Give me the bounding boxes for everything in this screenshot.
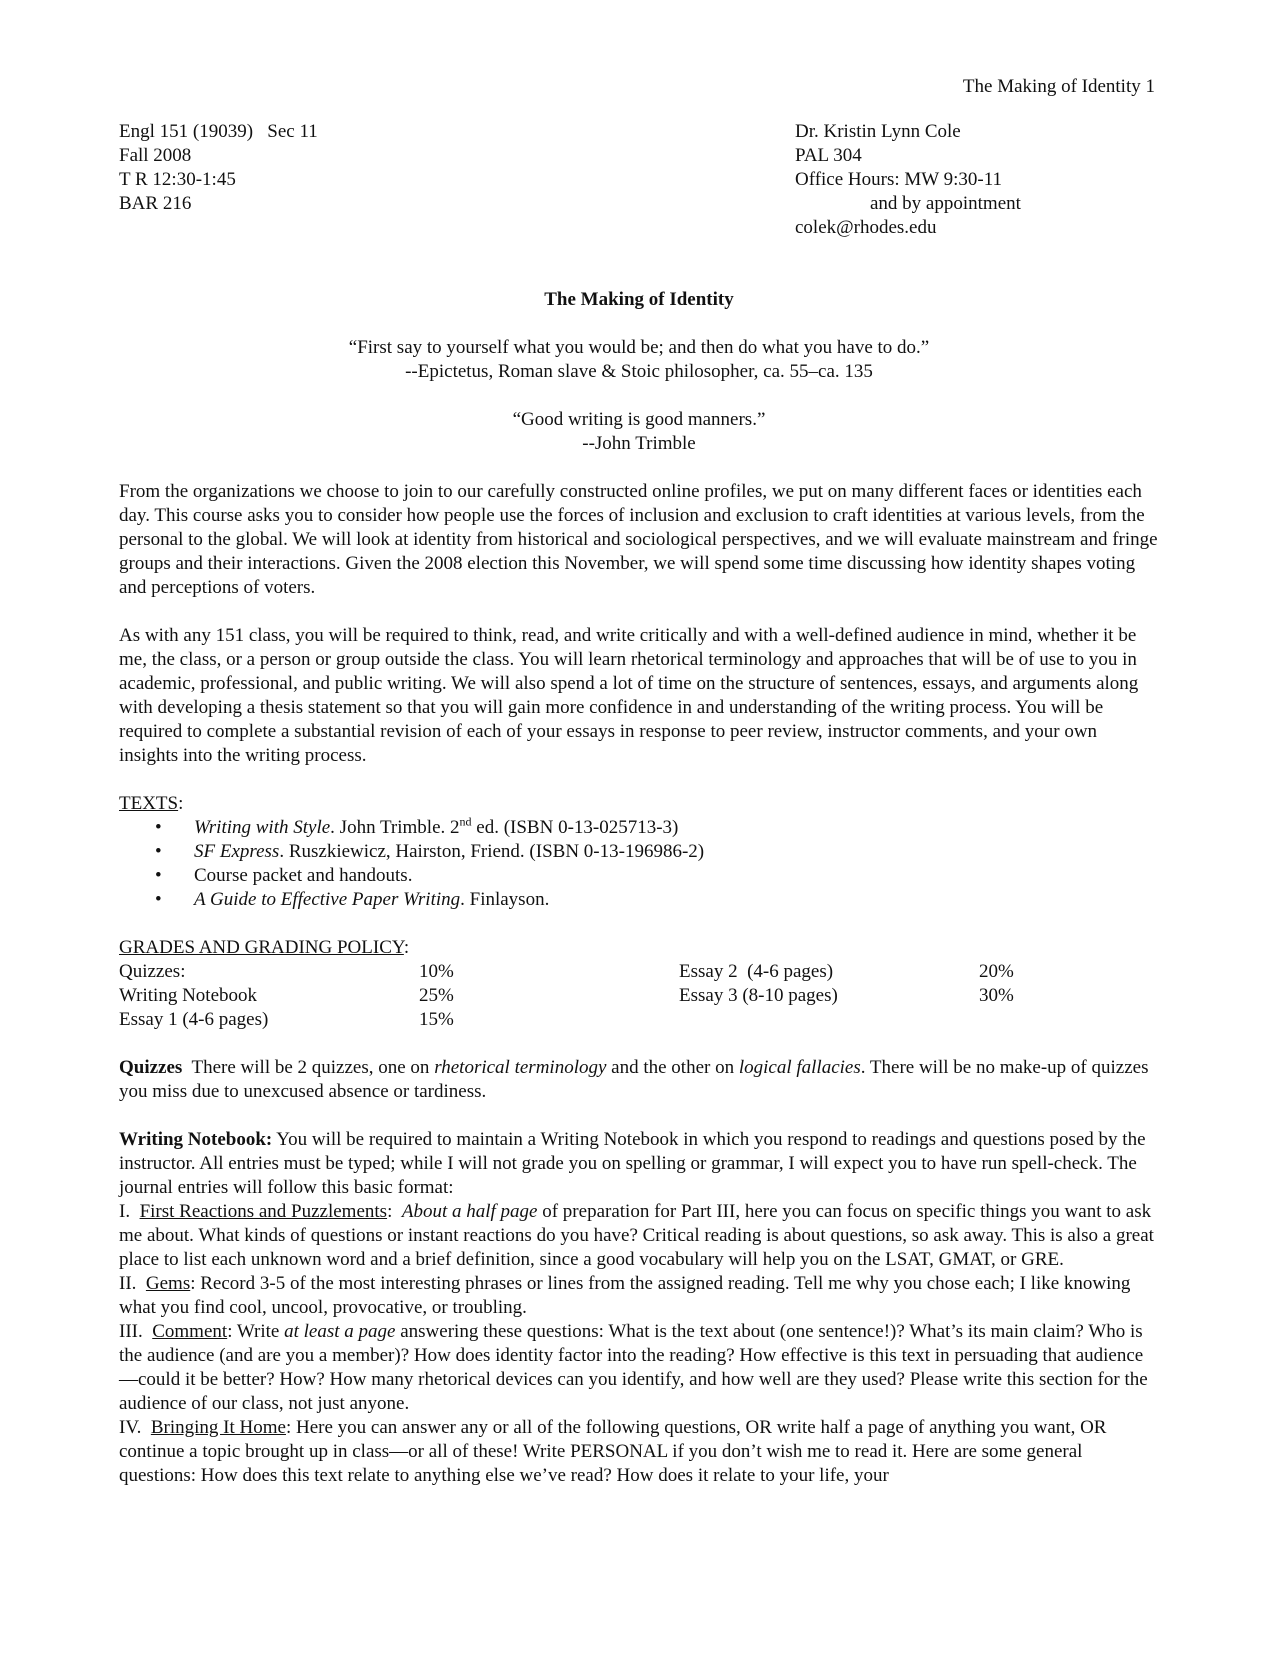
texts-heading-label: TEXTS — [119, 793, 179, 814]
grades-heading-colon: : — [403, 937, 410, 958]
bullet-icon: • — [155, 889, 162, 910]
text-title: Writing with Style — [194, 817, 331, 838]
text-details: . John Trimble. 2 — [330, 817, 460, 838]
expectations-paragraph: As with any 151 class, you will be required to think, read, and write critically and with a well-defined audience in mind, whether it be me, the class, or a person or group outside the class. You will learn rhetorical terminology and approaches that will be of use to you in academic, professional, and public writing. We will also spend a lot of time on the structure of sentences, essays, and arguments along with developing a thesis statement so that you will gain more confidence in and understanding of the writing process. You will be required to complete a substantial revision of each of your essays in response to peer review, instructor comments, and your own insights into the writing process. — [119, 625, 1139, 766]
notebook-part-3 — [119, 1320, 1159, 1416]
part-title: Gems — [145, 1273, 191, 1294]
text-title: SF Express — [194, 841, 280, 862]
part-title: First Reactions and Puzzlements — [139, 1201, 388, 1222]
part-number: I. — [119, 1201, 140, 1222]
list-item — [119, 816, 1159, 840]
quizzes-text: There will be 2 quizzes, one on — [182, 1057, 435, 1078]
page-title: The Making of Identity — [544, 289, 734, 310]
grades-table — [119, 960, 1159, 1032]
grade-label: Essay 2 (4-6 pages) — [679, 961, 834, 982]
epigraph-2 — [119, 408, 1159, 456]
grade-label: Quizzes: — [119, 961, 186, 982]
course-term: Fall 2008 — [119, 145, 192, 166]
grades-heading-label: GRADES AND GRADING POLICY — [119, 937, 404, 958]
instructor-email: colek@rhodes.edu — [795, 217, 937, 238]
quizzes-text: and the other on — [606, 1057, 739, 1078]
quizzes-emphasis: rhetorical terminology — [434, 1057, 607, 1078]
epigraph-2-attribution: --John Trimble — [582, 433, 696, 454]
epigraph-2-text: “Good writing is good manners.” — [512, 409, 766, 430]
quizzes-emphasis: logical fallacies — [738, 1057, 861, 1078]
instructor-info — [795, 120, 1021, 240]
grade-value: 30% — [979, 985, 1014, 1006]
grade-label: Essay 3 (8-10 pages) — [679, 985, 838, 1006]
part-text: answering these questions: What is the text about (one sentence!)? What’s its main claim? Who is the audience (and are you a member)? How does identity factor into the reading? How effective is this text in persuading that audience—could it be better? How? How many rhetorical devices can you identify, and how well are they used? Please write this section for the audience of our class, not just anyone. — [119, 1321, 1148, 1414]
grades-heading — [119, 936, 1159, 960]
part-title: Comment — [152, 1321, 228, 1342]
part-text: of preparation for Part III, here you can focus on specific things you want to ask me about. What kinds of questions or instant reactions do you have? Critical reading is about questions, so ask away. This is also a great place to list each unknown word and a brief definition, since a good vocabulary will help you on the LSAT, GMAT, or GRE. — [119, 1201, 1154, 1270]
notebook-part-4 — [119, 1416, 1159, 1488]
list-item — [119, 840, 1159, 864]
grade-value: 15% — [419, 1009, 454, 1030]
part-number: IV. — [119, 1417, 151, 1438]
part-title: Bringing It Home — [150, 1417, 286, 1438]
text-details: . Ruszkiewicz, Hairston, Friend. (ISBN 0-13-196986-2) — [279, 841, 705, 862]
text-title: A Guide to Effective Paper Writing — [194, 889, 461, 910]
epigraph-1 — [119, 336, 1159, 384]
intro-paragraph: From the organizations we choose to join to our carefully constructed online profiles, we put on many different faces or identities each day. This course asks you to consider how people use the forces of inclusion and exclusion to craft identities at various levels, from the personal to the global. We will look at identity from historical and sociological perspectives, and we will evaluate mainstream and fringe groups and their interactions. Given the 2008 election this November, we will spend some time discussing how identity shapes voting and perceptions of voters. — [119, 481, 1158, 598]
part-emphasis: at least a page — [284, 1321, 396, 1342]
grade-value: 20% — [979, 961, 1014, 982]
grade-value: 25% — [419, 985, 454, 1006]
quizzes-label: Quizzes — [119, 1057, 183, 1078]
notebook-part-2 — [119, 1272, 1159, 1320]
bullet-icon: • — [155, 841, 162, 862]
part-text: : Here you can answer any or all of the following questions, OR write half a page of anything you want, OR continue a topic brought up in class—or all of these! Write PERSONAL if you don’t wish me to read it. Here are some general questions: How does this text relate to anything else we’ve read? How does it relate to your life, your — [119, 1417, 1107, 1486]
edition-superscript: nd — [459, 814, 472, 829]
instructor-office: PAL 304 — [795, 145, 862, 166]
texts-heading-colon: : — [178, 793, 184, 814]
part-text: : Record 3-5 of the most interesting phrases or lines from the assigned reading. Tell me why you chose each; I like knowing what you find cool, uncool, provocative, or troubling. — [119, 1273, 1131, 1318]
grade-label: Writing Notebook — [119, 985, 258, 1006]
notebook-label: Writing Notebook: — [119, 1129, 273, 1150]
list-item — [119, 888, 1159, 912]
course-room: BAR 216 — [119, 193, 192, 214]
grade-value: 10% — [419, 961, 454, 982]
course-number: Engl 151 (19039) Sec 11 — [119, 121, 318, 142]
text-details-end: ed. (ISBN 0-13-025713-3) — [471, 817, 679, 838]
part-colon: : — [387, 1201, 402, 1222]
grade-label: Essay 1 (4-6 pages) — [119, 1009, 269, 1030]
epigraph-1-text: “First say to yourself what you would be; and then do what you have to do.” — [348, 337, 930, 358]
part-emphasis: About a half page — [401, 1201, 538, 1222]
bullet-icon: • — [155, 817, 162, 838]
list-item — [119, 864, 1159, 888]
notebook-intro — [119, 1128, 1159, 1200]
office-appointment: and by appointment — [870, 193, 1021, 214]
text-details: . Finlayson. — [460, 889, 550, 910]
quizzes-paragraph — [119, 1056, 1159, 1104]
bullet-icon: • — [155, 865, 162, 886]
texts-list — [119, 816, 1159, 912]
running-head: The Making of Identity 1 — [962, 76, 1155, 97]
epigraph-1-attribution: --Epictetus, Roman slave & Stoic philosopher, ca. 55–ca. 135 — [405, 361, 873, 382]
text-details: Course packet and handouts. — [194, 865, 413, 886]
syllabus-body — [119, 288, 1159, 1488]
texts-heading — [119, 792, 1159, 816]
office-hours: Office Hours: MW 9:30-11 — [795, 169, 1003, 190]
notebook-section — [119, 1128, 1159, 1488]
quizzes-text: . There will be no make-up of quizzes you miss due to unexcused absence or tardiness. — [119, 1057, 1149, 1102]
course-info — [119, 120, 318, 216]
instructor-name: Dr. Kristin Lynn Cole — [795, 121, 961, 142]
course-time: T R 12:30-1:45 — [119, 169, 236, 190]
notebook-intro-text: You will be required to maintain a Writing Notebook in which you respond to readings and questions posed by the instructor. All entries must be typed; while I will not grade you on spelling or grammar, I will expect you to have run spell-check. The journal entries will follow this basic format: — [119, 1129, 1146, 1198]
part-text: : Write — [227, 1321, 285, 1342]
part-number: II. — [119, 1273, 146, 1294]
notebook-part-1 — [119, 1200, 1159, 1272]
part-number: III. — [119, 1321, 153, 1342]
